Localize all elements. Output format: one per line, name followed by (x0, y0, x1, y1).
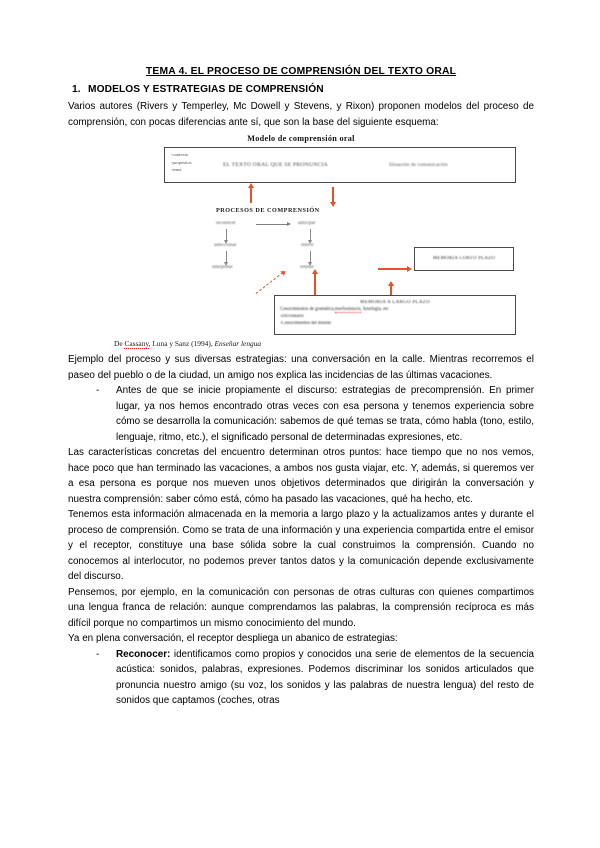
list-item: - Antes de que se inicie propiamente el discurso: estrategias de precomprensión. En primer lugar, ya nos hemos encontrado otras veces con esa persona y tenemos experiencia sobre cómo se desarrolla la comunicación: sabemos de qué temas se trata, cómo habla (tono, estilo, lenguaje, ritmo, etc.), el significado personal de determinadas expresiones, etc. (68, 383, 534, 445)
top-box-left-items (171, 151, 192, 174)
arrow-down-col2-a-icon (310, 229, 311, 241)
arrow-down-right-icon (332, 187, 334, 203)
ltm-line1-misspelled: morfosintaxis (334, 306, 361, 312)
strategy-label-reconocer: Reconocer: (116, 648, 171, 660)
arrow-right-to-stm-icon (378, 268, 408, 270)
process-inferir: inferir (301, 243, 314, 249)
figure-caption (114, 339, 534, 348)
top-box-item-tema: -tema (171, 167, 182, 173)
caption-work-title: Enseñar lengua (214, 339, 262, 349)
arrow-down-col2-b-icon (310, 251, 311, 263)
short-term-memory-box (414, 247, 514, 271)
section-number: 1. (72, 83, 81, 95)
section-title: MODELOS Y ESTRATEGIAS DE COMPRENSIÓN (88, 83, 324, 95)
figure-title: Modelo de comprensión oral (247, 134, 355, 144)
arrow-diagonal-icon (256, 272, 284, 294)
arrow-up-to-retener-icon (314, 273, 316, 295)
arrow-down-col1-a-icon (226, 229, 227, 241)
ltm-line1-suffix: , fonología, etc (360, 306, 389, 312)
long-term-memory-line3: -Conocimientos del mundo (280, 320, 332, 326)
paragraph-4: Pensemos, por ejemplo, en la comunicación con personas de otras culturas con quienes compartimos una lengua franca de relación: aunque comprendamos las palabras, la comprensión recíproca es más difícil porque no compartimos un mismo conocimiento del mundo. (68, 586, 534, 629)
bullet-list-estrategias (68, 647, 534, 709)
diagram-canvas (164, 147, 520, 337)
figure-comprehension-model (68, 134, 534, 348)
process-reconocer: reconocer (216, 221, 236, 227)
arrow-right-row1-icon (256, 224, 288, 225)
processes-heading: PROCESOS DE COMPRENSIÓN (216, 207, 320, 215)
bullet-list-precomprension (68, 383, 534, 445)
list-item (68, 647, 534, 709)
paragraph-1: Ejemplo del proceso y sus diversas estrategias: una conversación en la calle. Mientras recorremos el paseo del pueblo o de la ciudad, un amigo nos explica las incidencias de las últimas vacaciones. (68, 354, 534, 381)
section-heading (68, 83, 534, 96)
short-term-memory-label: MEMORIA CORTO PLAZO (432, 256, 496, 262)
ltm-line1-prefix: Conocimientos de gramática, (280, 306, 335, 312)
diagram-top-box (164, 147, 516, 183)
long-term-memory-line1 (280, 307, 515, 312)
caption-prefix: De (114, 339, 125, 349)
strategy-text-reconocer: identificamos como propios y conocidos una serie de elementos de la secuencia acústica: sonidos, palabras, expresiones. Podemos discriminar los sonidos articulados que pronuncia nuestro amigo (su voz, los sonidos y las palabras de nuestra lengua) del resto de sonidos que captamos (coches, otras (116, 648, 534, 707)
paragraph-5: Ya en plena conversación, el receptor despliega un abanico de estrategias: (68, 633, 398, 645)
process-retener: retener (300, 265, 314, 271)
caption-author: Cassany (124, 339, 149, 349)
arrow-down-col1-b-icon (226, 251, 227, 263)
long-term-memory-line2: -Diccionario (280, 313, 304, 319)
paragraph-3: Tenemos esta información almacenada en la memoria a largo plazo y la actualizamos antes y durante el proceso de comprensión. Como se trata de una información y una experiencia compartida entre el emisor y el receptor, constituye una base sólida sobre la cual construimos la comprensión. Cuando no conocemos al interlocutor, no podemos prever tantos datos y la comunicación depende exclusivamente del discurso. (68, 509, 534, 583)
paragraph-2: Las características concretas del encuentro determinan otros puntos: hace tiempo que no nos vemos, hace poco que han terminado las vacaciones, a ambos nos gusta viajar, etc. Y, además, si queremos ver a esa persona es porque nos mueven unos objetivos determinados que dirigirán la conversación y nuestra comprensión: saber cómo está, cómo ha pasado las vacaciones, qué ha hecho, etc. (68, 447, 534, 505)
long-term-memory-title: MEMORIA A LARGO PLAZO (360, 299, 430, 305)
intro-paragraph: Varios autores (Rivers y Temperley, Mc Dowell y Stevens, y Rixon) proponen modelos del proceso de comprensión, con pocas diferencias ante sí, que son la base del siguiente esquema: (68, 101, 534, 128)
caption-middle: , Luna y Sanz (1994), (148, 339, 215, 349)
top-box-item-contexto: -contexto (171, 152, 189, 158)
process-seleccionar: seleccionar (214, 243, 237, 249)
top-box-item-propositos: -propósitos (171, 159, 192, 165)
long-term-memory-box (274, 295, 516, 335)
top-box-center-label: EL TEXTO ORAL QUE SE PRONUNCIA (223, 162, 328, 169)
process-interpretar: interpretar (212, 265, 233, 271)
arrow-up-left-icon (250, 187, 252, 203)
page-title: TEMA 4. EL PROCESO DE COMPRENSIÓN DEL TEXTO ORAL (145, 66, 457, 77)
top-box-right-label: Situación de comunicación (389, 162, 448, 169)
document-content (68, 66, 534, 709)
process-anticipar: anticipar (298, 221, 316, 227)
